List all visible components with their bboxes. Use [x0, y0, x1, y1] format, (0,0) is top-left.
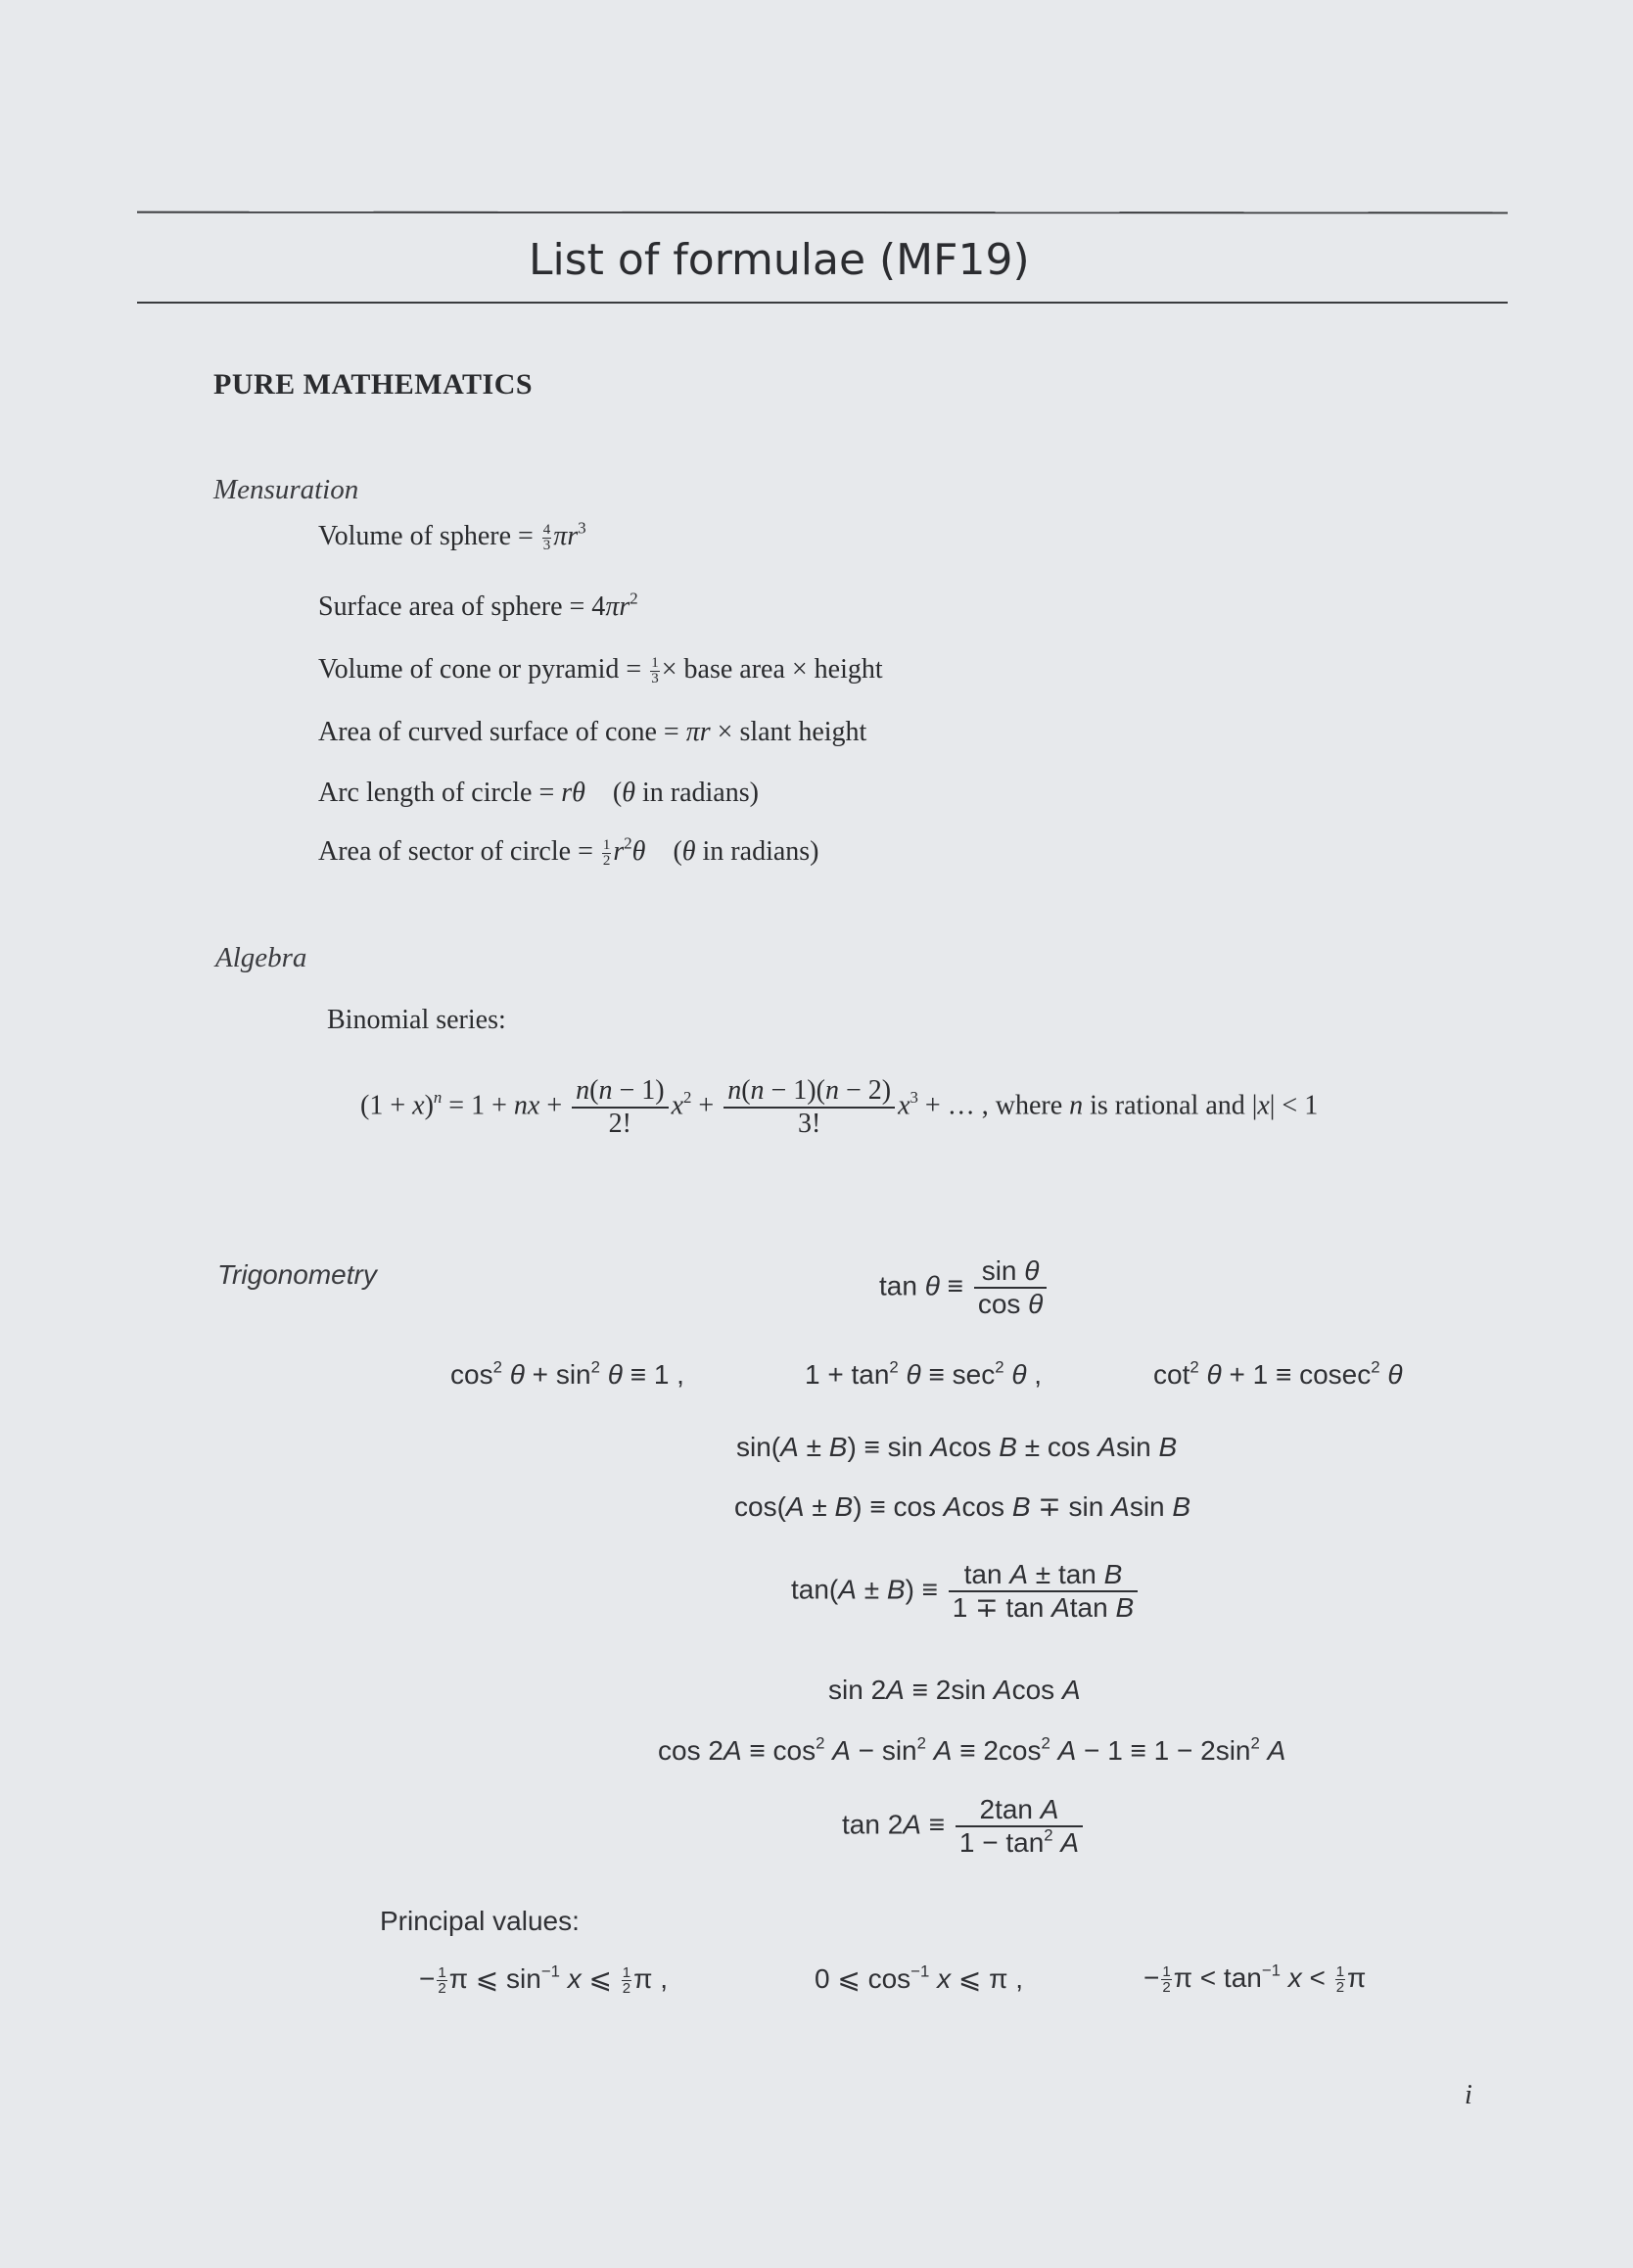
- formula-sphere-surface: Surface area of sphere = $4\pi r^2$: [318, 589, 638, 622]
- page-title: List of formulae (MF19): [529, 235, 1030, 285]
- sector-label: Area of sector of circle: [318, 836, 572, 867]
- formula-binomial: $(1 + x)^n = 1$ + nx + $\frac{n(n - 1)}{2!}$ $x^2$ + $\frac{n(n - 1)(n - 2)}{3!}$ $x^3$ + … , where n is rational and |x| < 1: [360, 1075, 1319, 1140]
- formula-cos-sum: cos(A ± B) ≡ cos Acos B ∓ sin Asin B: [734, 1491, 1191, 1522]
- title-rule-top: [137, 212, 1508, 214]
- binomial-label: Binomial series:: [327, 1005, 506, 1035]
- formula-pythag-2: $1 + \tan^2 \theta \equiv \sec^2 \theta$ ,: [805, 1357, 1043, 1390]
- page-number: i: [1465, 2080, 1472, 2110]
- trigonometry-heading: Trigonometry: [217, 1259, 377, 1290]
- formula-pythag-3: $\cot^2 \theta + 1 \equiv cosec^2$ θ: [1153, 1357, 1403, 1390]
- section-heading: PURE MATHEMATICS: [213, 368, 534, 401]
- cone-volume-rhs: × base area × height: [661, 654, 883, 685]
- binomial-tail: , where: [981, 1090, 1063, 1121]
- principal-arccos: 0 ⩽ $\cos^{-1} x$ ⩽ π ,: [815, 1961, 1023, 1994]
- principal-arcsin: − $\frac{1}{2}$ π ⩽ $\sin^{-1} x$ ⩽ $\frac{1}{2}$ π ,: [419, 1961, 669, 1998]
- sphere-volume-label: Volume of sphere: [318, 521, 511, 551]
- formula-arc-length: Arc length of circle = rθ (θ in radians): [318, 778, 759, 808]
- arc-radians-note: in radians: [642, 778, 750, 808]
- sector-radians-note: in radians: [702, 836, 811, 867]
- cone-volume-label: Volume of cone or pyramid: [318, 654, 620, 685]
- cone-curved-label: Area of curved surface of cone: [318, 717, 657, 747]
- formula-tan-sum: tan(A ± B) ≡ $\frac{\text{tan A ± tan B}}{\text{1 ∓ tan Atan B}}$: [791, 1559, 1141, 1624]
- formula-sin-double: sin 2A ≡ 2sin Acos A: [828, 1675, 1081, 1705]
- formula-tan-double: tan 2A ≡ $\frac{\text{2tan A}}{1 - \tan^2 A}$: [842, 1794, 1086, 1859]
- formula-tan-def: tan θ ≡ $\frac{\text{sin θ}}{\text{cos θ}}$: [879, 1255, 1050, 1320]
- binomial-condition: is rational and: [1090, 1090, 1245, 1121]
- algebra-heading: Algebra: [215, 942, 307, 973]
- formula-sector-area: Area of sector of circle = $\frac{1}{2}$ $r^2\theta$ (θ in radians): [318, 833, 819, 870]
- formula-pythag-1: $\cos^2 \theta + \sin^2 \theta \equiv 1$ ,: [450, 1357, 684, 1390]
- formula-sphere-volume: Volume of sphere = $\frac{4}{3}$ $\pi r^3$: [318, 518, 586, 554]
- sphere-surface-label: Surface area of sphere: [318, 591, 563, 622]
- formula-sin-sum: sin(A ± B) ≡ sin Acos B ± cos Asin B: [736, 1432, 1178, 1462]
- mensuration-heading: Mensuration: [213, 474, 359, 505]
- arc-label: Arc length of circle: [318, 778, 533, 808]
- formula-cos-double: $\cos 2A \equiv \cos^2 A - \sin^2 A \equiv 2\cos^2$ $A - 1 \equiv 1 - 2\sin^2$ A: [658, 1733, 1286, 1766]
- principal-values-label: Principal values:: [380, 1906, 580, 1936]
- formula-cone-curved: Area of curved surface of cone = πr × slant height: [318, 717, 867, 747]
- principal-arctan: − $\frac{1}{2}$ $\pi < \tan^{-1} x$ < $\frac{1}{2}$ π: [1143, 1961, 1367, 1997]
- formula-cone-volume: Volume of cone or pyramid = $\frac{1}{3}$ × base area × height: [318, 654, 883, 687]
- title-rule-bottom: [137, 302, 1508, 304]
- cone-curved-rhs: × slant height: [717, 717, 867, 747]
